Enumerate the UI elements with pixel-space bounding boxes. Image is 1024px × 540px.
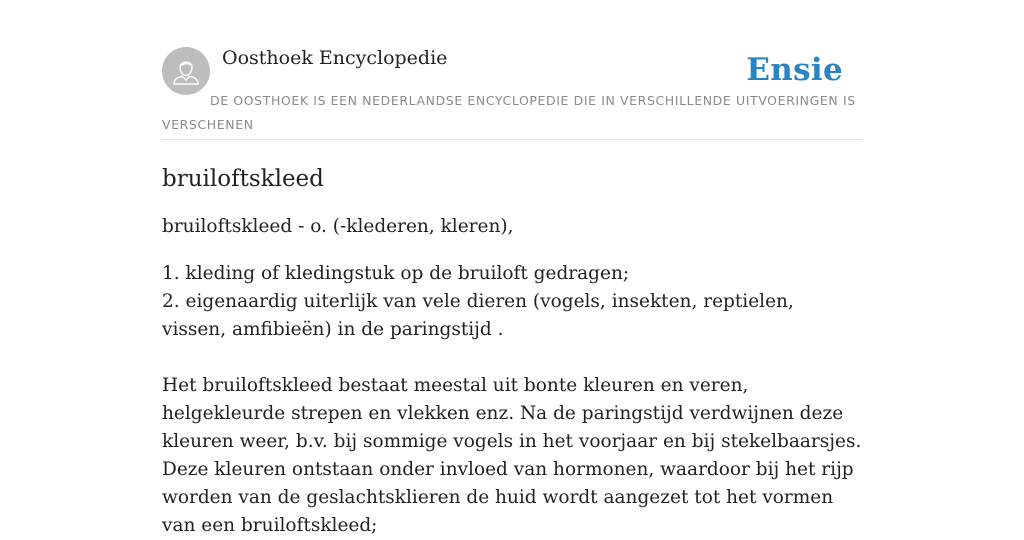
entry-body	[162, 213, 862, 540]
entry-paragraph: Het bruiloftskleed bestaat meestal uit bonte kleuren en veren, helgekleurde strepen en vlekken enz. Na de paringstijd verdwijnen deze kleuren weer, b.v. bij sommige vogels in het voorjaar en bij stekelbaarsjes. Deze kleuren ontstaan onder invloed van hormonen, waardoor bij het rijp worden van de geslachtsklieren de huid wordt aangezet tot het vormen van een bruiloftskleed;	[162, 375, 862, 536]
definition-1: 1. kleding of kledingstuk op de bruiloft gedragen;	[162, 263, 630, 284]
entry-content	[162, 162, 862, 540]
source-avatar[interactable]	[162, 47, 210, 95]
entry-title: bruiloftskleed	[162, 166, 324, 192]
entry-headword-line: bruiloftskleed - o. (-klederen, kleren),	[162, 216, 514, 237]
user-icon	[162, 47, 210, 95]
source-header	[162, 46, 862, 140]
source-title[interactable]: Oosthoek Encyclopedie	[222, 47, 448, 69]
source-description: DE OOSTHOEK IS EEN NEDERLANDSE ENCYCLOPEDIE DIE IN VERSCHILLENDE UITVOERINGEN IS VERSCHENEN	[162, 93, 856, 132]
spacer	[162, 344, 862, 372]
definition-2: 2. eigenaardig uiterlijk van vele dieren (vogels, insekten, reptielen, vissen, amfibieën) in de paringstijd .	[162, 291, 794, 340]
ensie-logo[interactable]: Ensie	[746, 52, 843, 88]
